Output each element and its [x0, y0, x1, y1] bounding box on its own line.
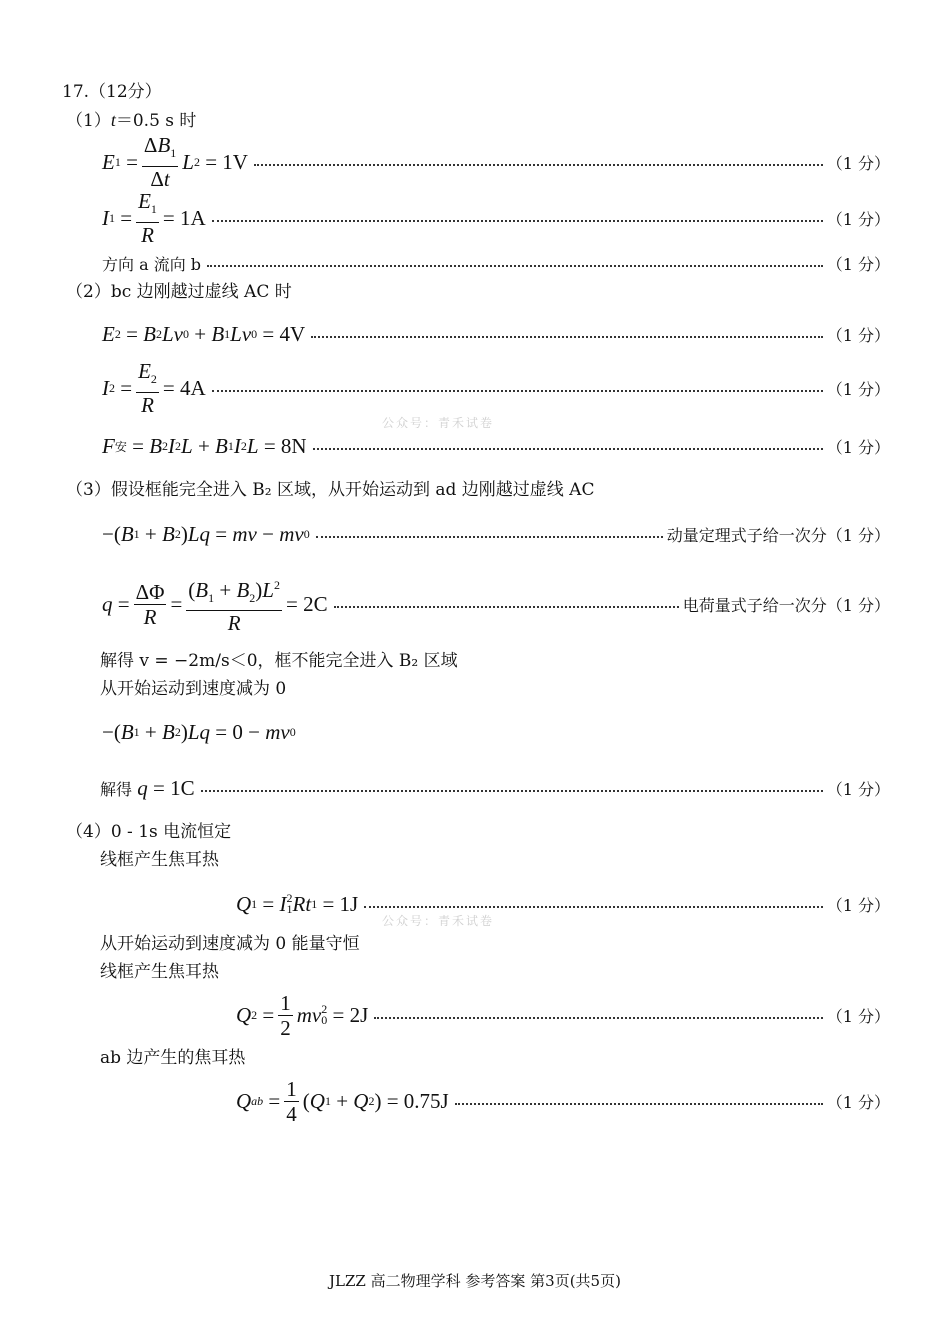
part4-text: 0 - 1s 电流恒定 [110, 822, 232, 842]
ab-heat-text: ab 边产生的焦耳热 [100, 1048, 246, 1068]
part2-label: （2） [66, 282, 111, 302]
eq-momentum-zero-line [102, 716, 890, 748]
eq-momentum-line [102, 518, 890, 550]
eq-charge: q = $\frac{\Delta\Phi}{R}$ = $\frac{(B_1 + B_2)L^2}{R}$ = 2C [102, 573, 328, 635]
direction-line [102, 252, 890, 274]
solve1-text: 解得 v = −2m/s＜0，框不能完全进入 B₂ 区域 [100, 651, 458, 671]
joule2-text: 线框产生焦耳热 [100, 962, 219, 982]
page-footer: JLZZ 高二物理学科 参考答案 第3页(共5页) [329, 1272, 621, 1290]
question-header: 17.（12分） [62, 82, 162, 102]
eq-Q1-line [236, 888, 890, 920]
score-label: （1 分） [826, 254, 890, 274]
part1-label: （1） [66, 111, 111, 131]
dot-leader [334, 606, 679, 608]
part2-text: bc 边刚越过虚线 AC 时 [110, 282, 292, 302]
eq-F-line [102, 430, 890, 462]
score-label: （1 分） [826, 779, 890, 799]
eq-E2: E 2 = B 2 Lv 0 + B 1 Lv 0 = 4V [102, 321, 306, 346]
eq-E1-line [102, 133, 890, 191]
score-label: （1 分） [826, 1092, 890, 1112]
from-start-text: 从开始运动到速度减为 0 [100, 679, 287, 699]
eq-q-result: q = 1C [137, 775, 195, 800]
joule1-text: 线框产生焦耳热 [100, 850, 219, 870]
dot-leader [207, 265, 823, 267]
part3-heading [66, 480, 594, 500]
eq-Q2-line [236, 988, 890, 1042]
score-label: （1 分） [826, 437, 890, 457]
eq-I1-line [102, 189, 890, 247]
eq-Qab: Q ab = $\frac{1}{4}$ ( Q 1 + Q 2 ) = 0.75J [236, 1076, 449, 1126]
score-label: （1 分） [826, 153, 890, 173]
energy-text: 从开始运动到速度减为 0 能量守恒 [100, 934, 360, 954]
dot-leader [313, 448, 823, 450]
eq-E1: E 1 = $\frac{\Delta B_1}{\Delta t}$ L 2 = 1V [102, 133, 248, 191]
dot-leader [254, 164, 823, 166]
dot-leader [212, 390, 823, 392]
score-label: （1 分） [826, 209, 890, 229]
eq-I2: I 2 = $\frac{E_2}{R}$ = 4A [102, 359, 206, 417]
watermark: 公众号：青禾试卷 [382, 416, 495, 430]
eq-momentum: −( B 1 + B 2 ) Lq = mv − mv 0 [102, 521, 310, 546]
watermark: 公众号：青禾试卷 [382, 914, 495, 928]
dot-leader [212, 220, 823, 222]
eq-I2-line [102, 359, 890, 417]
eq-charge-line [102, 576, 890, 636]
solve2-prefix: 解得 [100, 779, 133, 799]
momentum-note: 动量定理式子给一次分 [666, 525, 827, 545]
part4-label: （4） [66, 822, 111, 842]
eq-F-ampere: F 安 = B 2 I 2 L + B 1 I 2 L = 8N [102, 433, 307, 458]
direction-text: 方向 a 流向 b [102, 254, 202, 274]
part2-heading [66, 282, 292, 302]
score-label: （1 分） [826, 595, 890, 615]
dot-leader [201, 790, 823, 792]
part1-cond-t: t [110, 110, 116, 130]
dot-leader [364, 906, 823, 908]
dot-leader [311, 336, 823, 338]
part1-cond-rest: ＝0.5 s 时 [115, 111, 197, 131]
score-label: （1 分） [826, 1006, 890, 1026]
score-label: （1 分） [826, 525, 890, 545]
part3-text: 假设框能完全进入 B₂ 区域，从开始运动到 ad 边刚越过虚线 AC [110, 480, 595, 500]
dot-leader [316, 536, 663, 538]
dot-leader [455, 1103, 823, 1105]
eq-Q1: Q 1 = I 2 1 Rt 1 = 1J [236, 891, 359, 916]
dot-leader [374, 1017, 822, 1019]
part1-heading [66, 110, 196, 131]
part4-heading [66, 822, 231, 842]
eq-I1: I 1 = $\frac{E_1}{R}$ = 1A [102, 189, 206, 247]
solve2-line [100, 774, 890, 802]
charge-note: 电荷量式子给一次分 [682, 595, 827, 615]
eq-momentum-zero: −( B 1 + B 2 ) Lq = 0 − mv 0 [102, 719, 296, 744]
score-label: （1 分） [826, 379, 890, 399]
part3-label: （3） [66, 480, 111, 500]
score-label: （1 分） [826, 895, 890, 915]
eq-Qab-line [236, 1074, 890, 1128]
eq-Q2: Q 2 = $\frac{1}{2}$ mv 2 0 = 2J [236, 990, 369, 1040]
eq-E2-line [102, 318, 890, 350]
score-label: （1 分） [826, 325, 890, 345]
